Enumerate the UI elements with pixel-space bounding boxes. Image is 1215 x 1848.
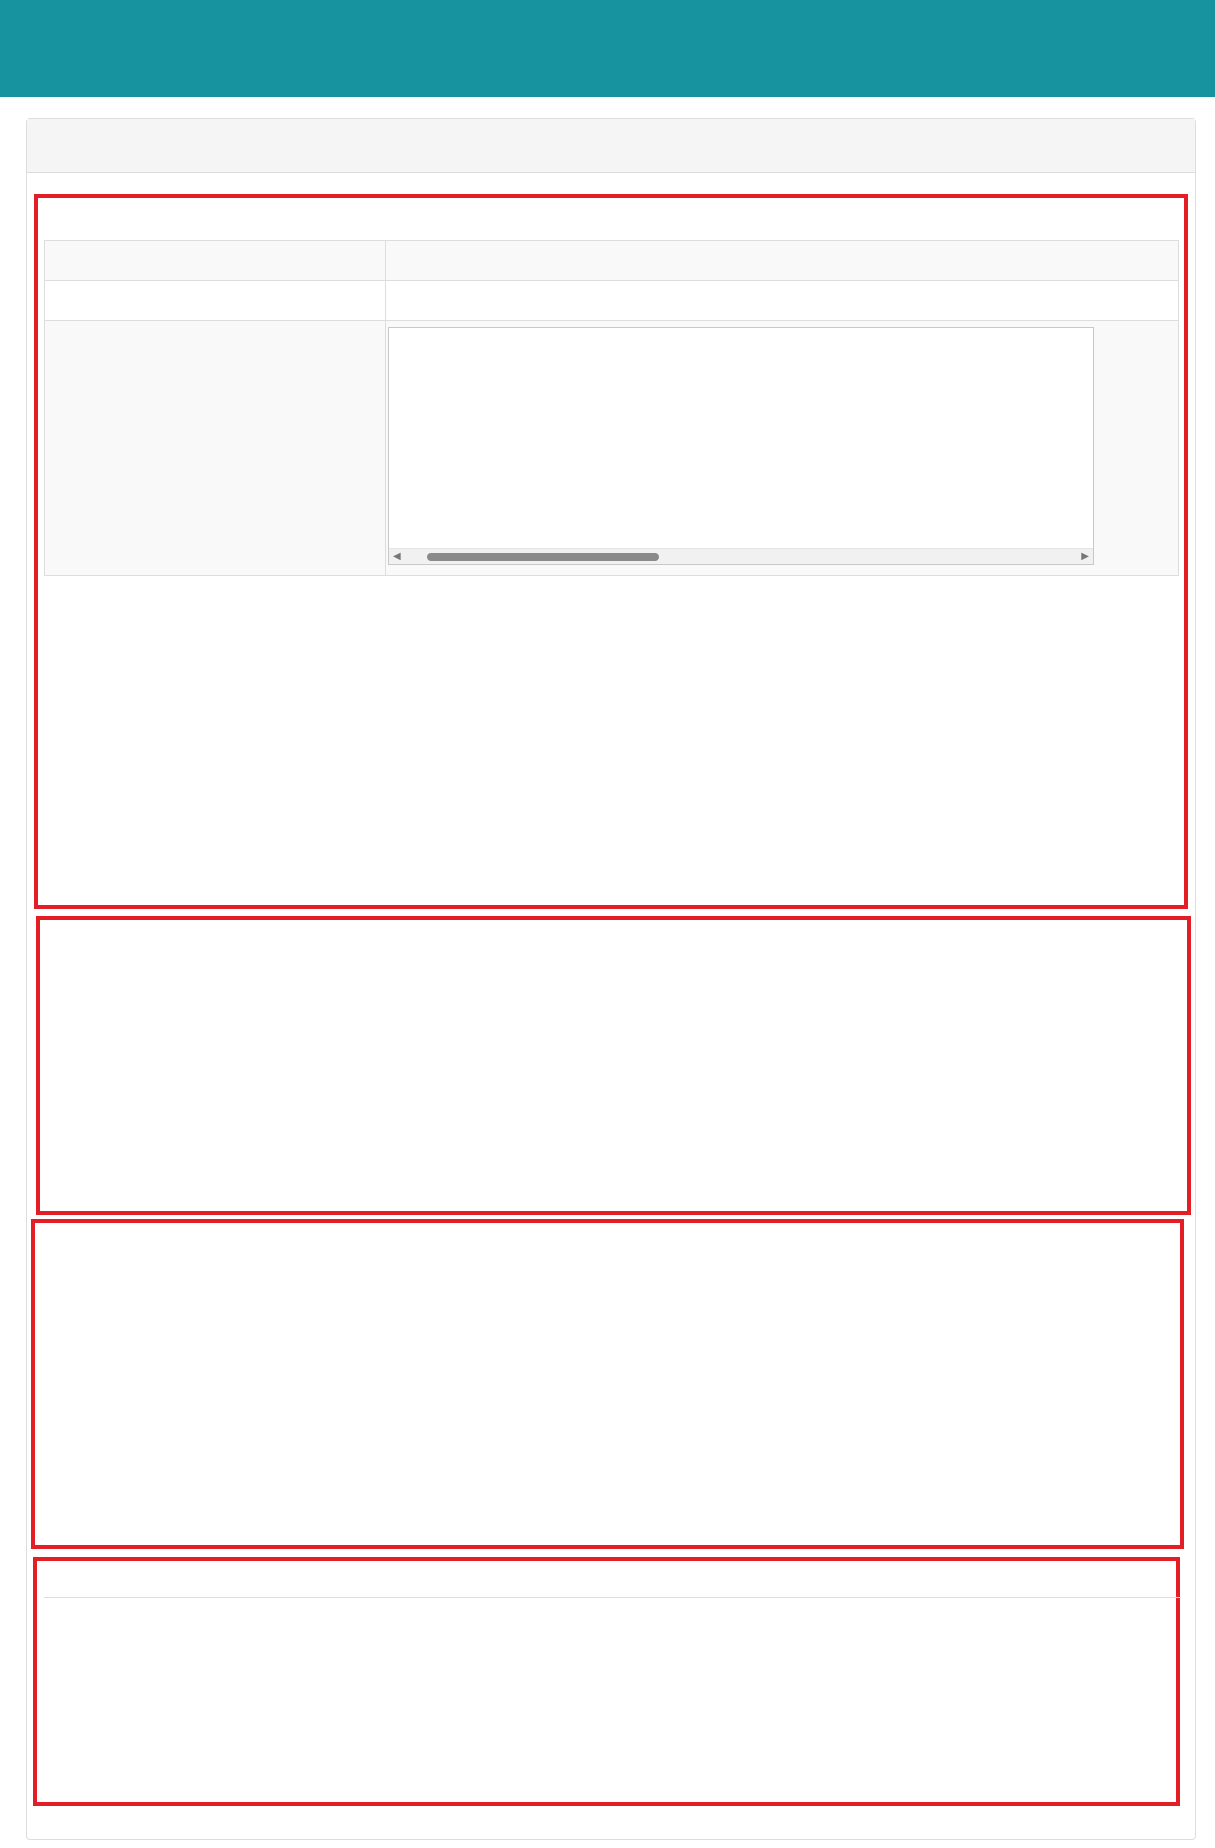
top-navbar — [0, 0, 1215, 97]
annotation-box-3 — [31, 1219, 1184, 1549]
table-row — [45, 241, 1179, 281]
annotation-box-2 — [36, 916, 1191, 1215]
scrollbar-thumb[interactable] — [427, 553, 659, 561]
scroll-left-arrow-icon[interactable]: ◀ — [393, 551, 401, 562]
antisense-label — [45, 281, 386, 321]
sense-value — [386, 241, 1179, 281]
alignment-cell — [386, 321, 1179, 576]
scroll-right-arrow-icon[interactable]: ▶ — [1081, 551, 1089, 562]
table-row — [45, 321, 1179, 576]
basic-info-table — [44, 240, 1179, 576]
horizontal-scrollbar[interactable] — [389, 548, 1093, 564]
sense-label — [45, 241, 386, 281]
antisense-value — [386, 281, 1179, 321]
alignment-scroll-container[interactable] — [388, 327, 1094, 565]
alignment-label — [45, 321, 386, 576]
panel-heading — [27, 119, 1195, 173]
table-row — [45, 281, 1179, 321]
references-divider — [44, 1597, 1181, 1783]
